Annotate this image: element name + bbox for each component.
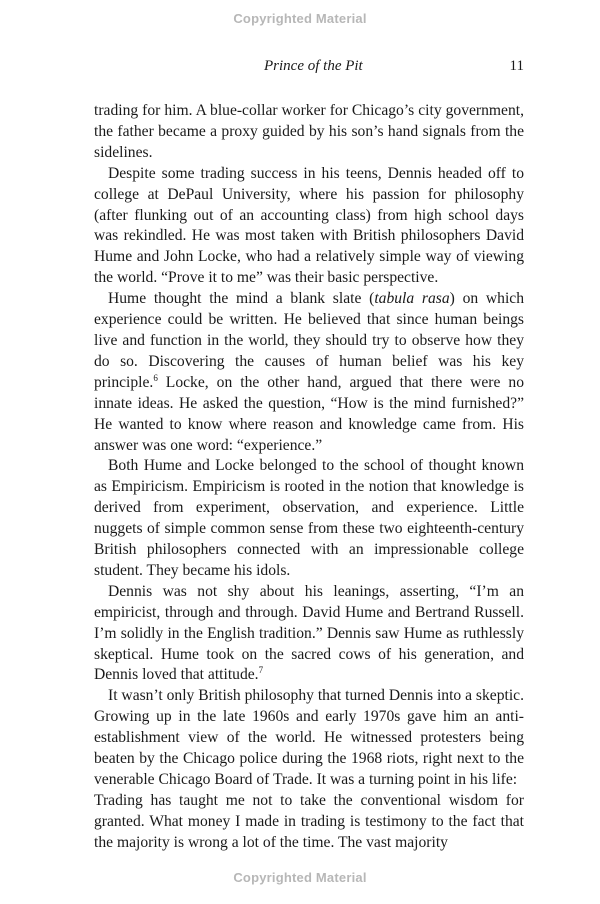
paragraph-3-text-c: Locke, on the other hand, argued that there were no innate ideas. He asked the question, “How is the mind furnished?” He wanted to know where reason and knowledge came from. His answer was one word: “experience.” xyxy=(94,373,524,454)
paragraph-6: It wasn’t only British philosophy that turned Dennis into a skeptic. Growing up in the late 1960s and early 1970s gave him an anti-establishment view of the world. He witnessed protesters being beaten by the Chicago police during the 1968 riots, right next to the venerable Chicago Board of Trade. It was a turning point in his life: xyxy=(94,687,524,788)
block-quote: Trading has taught me not to take the conventional wisdom for granted. What money I made in trading is testimony to the fact that the majority is wrong a lot of the time. The vast majority xyxy=(94,791,524,851)
paragraph-5 xyxy=(94,582,524,687)
paragraph-3-text-a: Hume thought the mind a blank slate ( xyxy=(108,290,375,308)
paragraph-5-text: Dennis was not shy about his leanings, asserting, “I’m an empiricist, through and through. David Hume and Bertrand Russell. I’m solidly in the English tradition.” Dennis saw Hume as ruthlessly skeptical. Hume took on the sacred cows of his generation, and Dennis loved that attitude. xyxy=(94,582,524,684)
paragraph-3-text-b: ) on which experience could be written. He believed that since human beings live and function in the world, they should try to observe how they do so. Discovering the causes of human belief was his key principle. xyxy=(94,290,524,391)
paragraph-4: Both Hume and Locke belonged to the school of thought known as Empiricism. Empiricism is rooted in the notion that knowledge is derived from experiment, observation, and experience. Little nuggets of simple common sense from these two eighteenth-century British philosophers connected with an impressionable college student. They became his idols. xyxy=(94,457,524,579)
copyright-watermark-bottom: Copyrighted Material xyxy=(233,870,367,885)
chapter-title: Prince of the Pit xyxy=(264,58,363,74)
footnote-ref-7: 7 xyxy=(258,665,264,676)
paragraph-1: trading for him. A blue-collar worker for Chicago’s city government, the father became a proxy guided by his son’s hand signals from the sidelines. xyxy=(94,102,524,161)
page-number: 11 xyxy=(509,58,524,74)
paragraph-3 xyxy=(94,289,524,456)
footnote-ref-6: 6 xyxy=(153,372,158,383)
body-text xyxy=(94,101,524,854)
running-head xyxy=(0,58,600,80)
latin-term: tabula rasa xyxy=(374,290,450,308)
paragraph-2: Despite some trading success in his teens, Dennis headed off to college at DePaul University, where his passion for philosophy (after flunking out of an accounting class) from high school days was rekindled. He was most taken with British philosophers David Hume and John Locke, who had a relatively simple way of viewing the world. “Prove it to me” was their basic perspective. xyxy=(94,164,524,287)
copyright-watermark-top: Copyrighted Material xyxy=(233,11,367,26)
